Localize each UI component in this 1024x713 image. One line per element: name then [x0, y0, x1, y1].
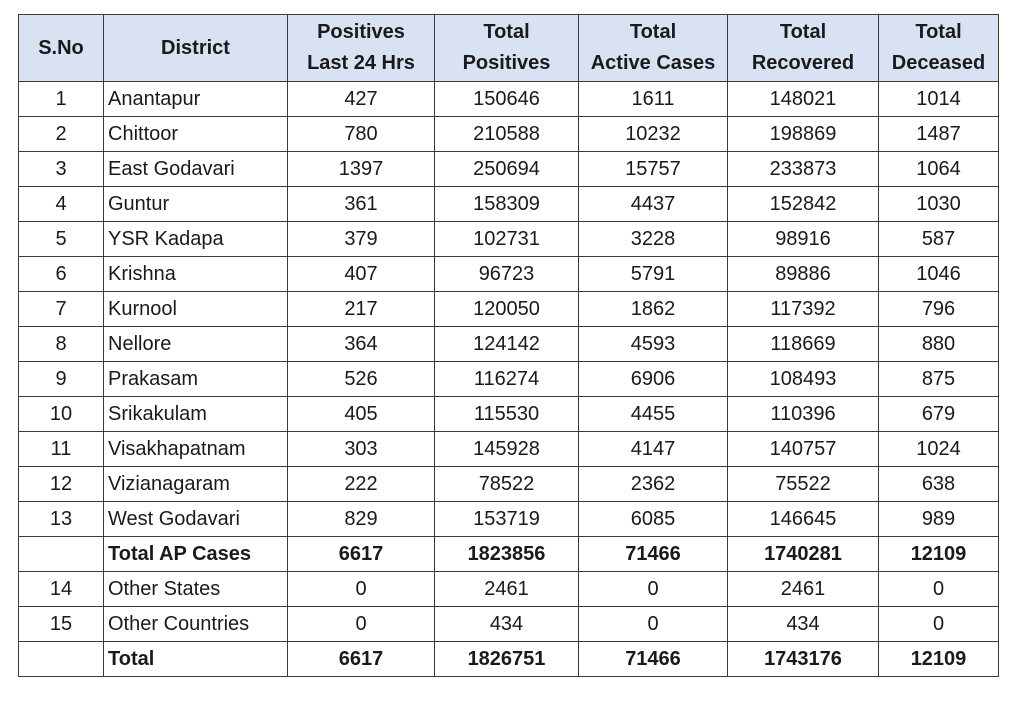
cell-active-cases: 10232 [579, 117, 728, 152]
cell-sno: 5 [19, 222, 104, 257]
cell-active-cases: 71466 [579, 537, 728, 572]
cell-active-cases: 4147 [579, 432, 728, 467]
cell-active-cases: 3228 [579, 222, 728, 257]
cell-deceased: 989 [879, 502, 999, 537]
cell-active-cases: 6085 [579, 502, 728, 537]
cell-sno: 13 [19, 502, 104, 537]
cell-district: Other Countries [104, 607, 288, 642]
cell-positives-24h: 379 [288, 222, 435, 257]
cell-district: Other States [104, 572, 288, 607]
cell-active-cases: 2362 [579, 467, 728, 502]
header-positives-24h [288, 15, 435, 82]
cell-positives-24h: 361 [288, 187, 435, 222]
cell-total-positives: 115530 [435, 397, 579, 432]
cell-deceased: 638 [879, 467, 999, 502]
table-total-row [19, 537, 999, 572]
table-row [19, 502, 999, 537]
cell-total-positives: 96723 [435, 257, 579, 292]
cell-district: Kurnool [104, 292, 288, 327]
header-row [19, 15, 999, 82]
cell-positives-24h: 427 [288, 82, 435, 117]
cell-active-cases: 71466 [579, 642, 728, 677]
cell-deceased: 1024 [879, 432, 999, 467]
table-row [19, 327, 999, 362]
header-deceased [879, 15, 999, 82]
cell-active-cases: 6906 [579, 362, 728, 397]
cell-total-positives: 250694 [435, 152, 579, 187]
cell-positives-24h: 780 [288, 117, 435, 152]
cell-recovered: 117392 [728, 292, 879, 327]
cell-total-positives: 124142 [435, 327, 579, 362]
cell-deceased: 880 [879, 327, 999, 362]
table-total-row [19, 642, 999, 677]
cell-positives-24h: 217 [288, 292, 435, 327]
header-recovered [728, 15, 879, 82]
table-row [19, 152, 999, 187]
cell-deceased: 796 [879, 292, 999, 327]
cell-recovered: 98916 [728, 222, 879, 257]
header-district [104, 15, 288, 82]
cell-recovered: 108493 [728, 362, 879, 397]
table-row [19, 572, 999, 607]
table-header [19, 15, 999, 82]
cell-sno: 8 [19, 327, 104, 362]
cell-total-positives: 1823856 [435, 537, 579, 572]
cell-total-positives: 210588 [435, 117, 579, 152]
cell-district: Vizianagaram [104, 467, 288, 502]
cell-district: East Godavari [104, 152, 288, 187]
cell-deceased: 679 [879, 397, 999, 432]
cell-recovered: 140757 [728, 432, 879, 467]
cell-sno: 15 [19, 607, 104, 642]
cell-total-positives: 78522 [435, 467, 579, 502]
cell-sno: 6 [19, 257, 104, 292]
cell-active-cases: 1862 [579, 292, 728, 327]
cell-recovered: 233873 [728, 152, 879, 187]
cell-sno: 14 [19, 572, 104, 607]
header-sno [19, 15, 104, 82]
cell-recovered: 2461 [728, 572, 879, 607]
cell-sno: 2 [19, 117, 104, 152]
cell-district: Nellore [104, 327, 288, 362]
cell-district: Krishna [104, 257, 288, 292]
cell-sno: 4 [19, 187, 104, 222]
cell-deceased: 875 [879, 362, 999, 397]
cell-sno: 9 [19, 362, 104, 397]
table-row [19, 397, 999, 432]
header-positives-24h-line-1: Positives [317, 21, 405, 43]
cell-active-cases: 1611 [579, 82, 728, 117]
cell-positives-24h: 829 [288, 502, 435, 537]
cell-positives-24h: 526 [288, 362, 435, 397]
cell-recovered: 1740281 [728, 537, 879, 572]
cell-total-positives: 153719 [435, 502, 579, 537]
cell-positives-24h: 364 [288, 327, 435, 362]
header-active-cases-line-2: Active Cases [590, 52, 716, 74]
cell-positives-24h: 0 [288, 572, 435, 607]
cell-positives-24h: 405 [288, 397, 435, 432]
cell-sno [19, 642, 104, 677]
cell-district: Chittoor [104, 117, 288, 152]
cell-active-cases: 15757 [579, 152, 728, 187]
table-row [19, 222, 999, 257]
cell-deceased: 1487 [879, 117, 999, 152]
cell-recovered: 110396 [728, 397, 879, 432]
cell-sno: 3 [19, 152, 104, 187]
cell-recovered: 148021 [728, 82, 879, 117]
cell-positives-24h: 222 [288, 467, 435, 502]
header-positives-24h-line-2: Last 24 Hrs [307, 52, 415, 74]
cell-sno: 12 [19, 467, 104, 502]
cell-active-cases: 4455 [579, 397, 728, 432]
cell-total-positives: 116274 [435, 362, 579, 397]
cell-deceased: 1014 [879, 82, 999, 117]
cell-recovered: 146645 [728, 502, 879, 537]
cell-district: Visakhapatnam [104, 432, 288, 467]
table-row [19, 257, 999, 292]
cell-positives-24h: 0 [288, 607, 435, 642]
cell-total-positives: 158309 [435, 187, 579, 222]
table-row [19, 292, 999, 327]
cell-positives-24h: 1397 [288, 152, 435, 187]
header-sno-line-1: S.No [38, 36, 84, 59]
cell-total-positives: 102731 [435, 222, 579, 257]
cell-recovered: 152842 [728, 187, 879, 222]
header-active-cases [579, 15, 728, 82]
header-district-line-1: District [161, 36, 230, 59]
cell-district: Total AP Cases [104, 537, 288, 572]
table-row [19, 82, 999, 117]
cell-deceased: 1030 [879, 187, 999, 222]
header-deceased-line-2: Deceased [891, 52, 986, 74]
table-row [19, 432, 999, 467]
header-total-positives-line-2: Positives [462, 52, 551, 74]
cell-district: West Godavari [104, 502, 288, 537]
cell-recovered: 118669 [728, 327, 879, 362]
district-covid-table [18, 14, 999, 677]
table-body [19, 82, 999, 677]
cell-active-cases: 0 [579, 607, 728, 642]
cell-district: Anantapur [104, 82, 288, 117]
cell-recovered: 434 [728, 607, 879, 642]
cell-district: Guntur [104, 187, 288, 222]
header-deceased-line-1: Total [915, 21, 962, 43]
cell-deceased: 587 [879, 222, 999, 257]
table-row [19, 187, 999, 222]
cell-total-positives: 434 [435, 607, 579, 642]
header-recovered-line-1: Total [779, 21, 827, 43]
cell-district: Srikakulam [104, 397, 288, 432]
table-row [19, 467, 999, 502]
cell-total-positives: 1826751 [435, 642, 579, 677]
cell-recovered: 75522 [728, 467, 879, 502]
cell-total-positives: 2461 [435, 572, 579, 607]
cell-district: YSR Kadapa [104, 222, 288, 257]
header-total-positives-line-1: Total [483, 21, 530, 43]
cell-deceased: 12109 [879, 642, 999, 677]
table-row [19, 362, 999, 397]
cell-total-positives: 150646 [435, 82, 579, 117]
cell-recovered: 89886 [728, 257, 879, 292]
cell-active-cases: 4437 [579, 187, 728, 222]
cell-total-positives: 145928 [435, 432, 579, 467]
table-row [19, 607, 999, 642]
cell-sno: 1 [19, 82, 104, 117]
cell-recovered: 198869 [728, 117, 879, 152]
cell-positives-24h: 6617 [288, 642, 435, 677]
cell-deceased: 0 [879, 607, 999, 642]
cell-deceased: 0 [879, 572, 999, 607]
cell-deceased: 1046 [879, 257, 999, 292]
cell-active-cases: 4593 [579, 327, 728, 362]
header-total-positives [435, 15, 579, 82]
cell-positives-24h: 303 [288, 432, 435, 467]
cell-deceased: 12109 [879, 537, 999, 572]
header-recovered-line-2: Recovered [751, 52, 855, 74]
cell-sno: 7 [19, 292, 104, 327]
cell-total-positives: 120050 [435, 292, 579, 327]
cell-district: Total [104, 642, 288, 677]
cell-recovered: 1743176 [728, 642, 879, 677]
cell-sno: 10 [19, 397, 104, 432]
cell-positives-24h: 6617 [288, 537, 435, 572]
cell-district: Prakasam [104, 362, 288, 397]
cell-positives-24h: 407 [288, 257, 435, 292]
header-active-cases-line-1: Total [629, 21, 677, 43]
cell-deceased: 1064 [879, 152, 999, 187]
cell-sno: 11 [19, 432, 104, 467]
cell-sno [19, 537, 104, 572]
cell-active-cases: 0 [579, 572, 728, 607]
table-row [19, 117, 999, 152]
cell-active-cases: 5791 [579, 257, 728, 292]
